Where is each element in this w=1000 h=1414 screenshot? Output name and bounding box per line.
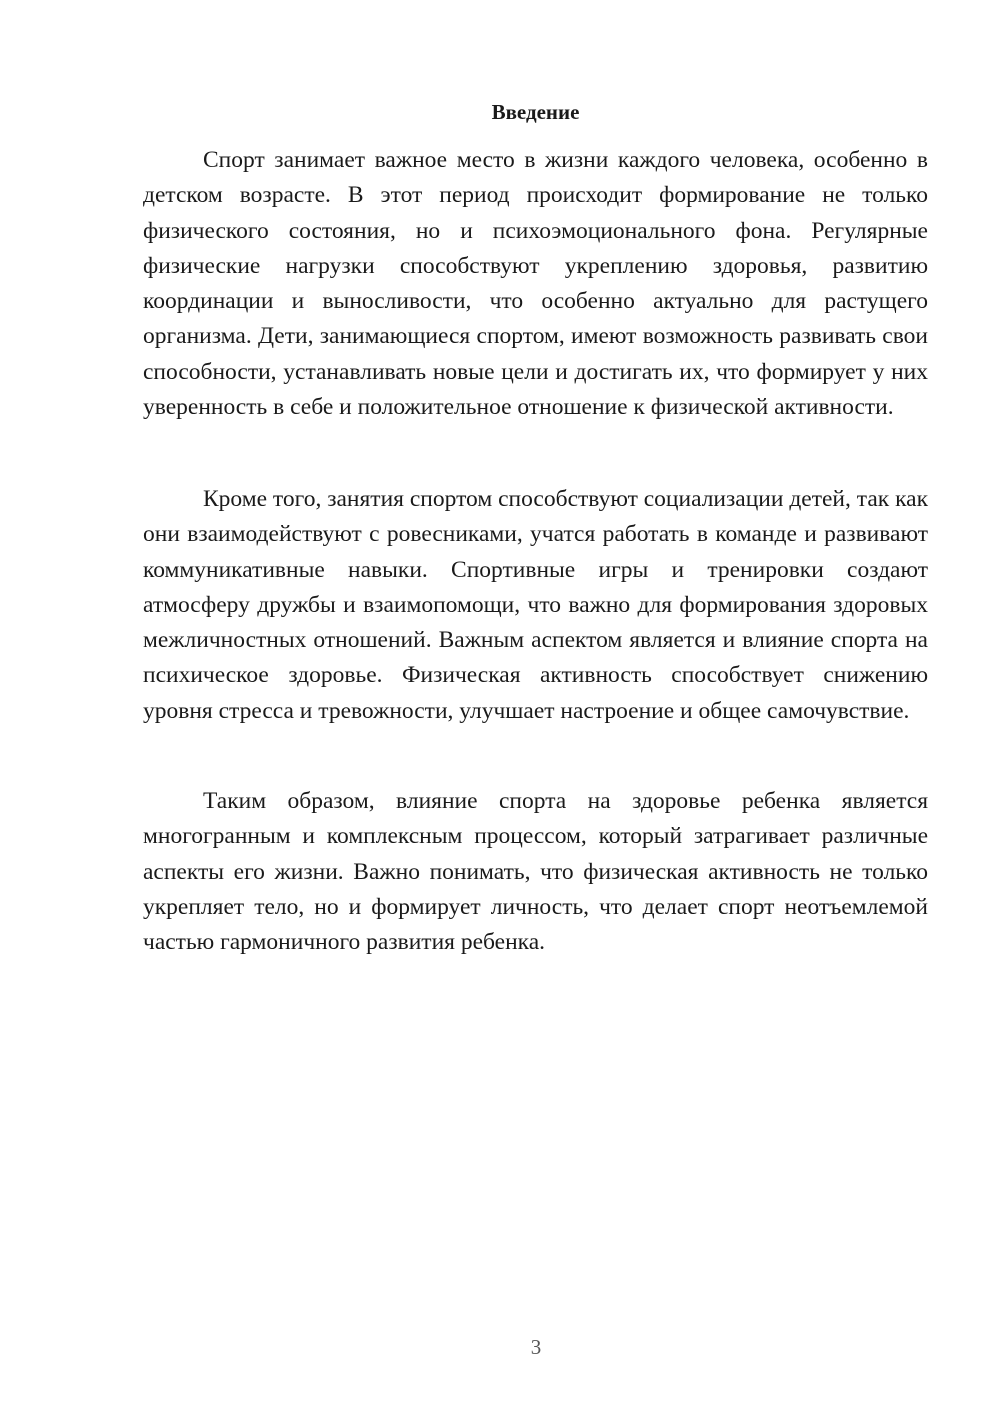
paragraph-3: Таким образом, влияние спорта на здоровье ребенка является многогранным и комплексным процессом, который затрагивает различные аспекты его жизни. Важно понимать, что физическая активность не только укрепляет тело, но и формирует личность, что делает спорт неотъемлемой частью гармоничного развития ребенка. [143, 788, 928, 956]
paragraph-1: Спорт занимает важное место в жизни каждого человека, особенно в детском возрасте. В этот период происходит формирование не только физического состояния, но и психоэмоционального фона. Регулярные физические нагрузки способствуют укреплению здоровья, развитию координации и выносливости, что особенно актуально для растущего организма. Дети, занимающиеся спортом, имеют возможность развивать свои способности, устанавливать новые цели и достигать их, что формирует у них уверенность в себе и положительное отношение к физической активности. [143, 147, 928, 421]
paragraph-2: Кроме того, занятия спортом способствуют социализации детей, так как они взаимодействуют с ровесниками, учатся работать в команде и развивают коммуникативные навыки. Спортивные игры и тренировки создают атмосферу дружбы и взаимопомощи, что важно для формирования здоровых межличностных отношений. Важным аспектом является и влияние спорта на психическое здоровье. Физическая активность способствует снижению уровня стресса и тревожности, улучшает настроение и общее самочувствие. [143, 486, 928, 724]
page-title: Введение [491, 100, 580, 124]
page-number: 3 [530, 1335, 542, 1359]
